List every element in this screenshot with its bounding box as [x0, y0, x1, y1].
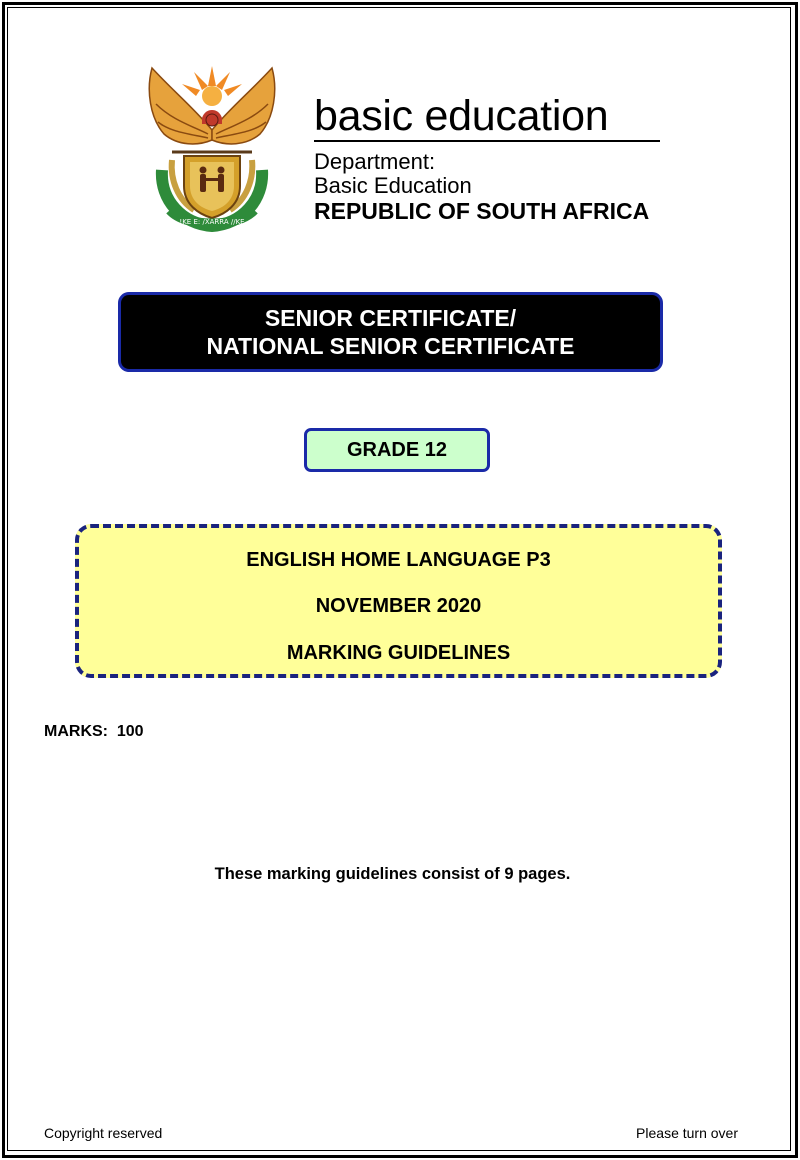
brand-divider	[314, 140, 660, 142]
country-name: REPUBLIC OF SOUTH AFRICA	[314, 198, 650, 224]
document-type: MARKING GUIDELINES	[286, 642, 511, 664]
footer-copyright: Copyright reserved	[44, 1125, 163, 1141]
subject-paper: ENGLISH HOME LANGUAGE P3	[246, 549, 551, 571]
coat-of-arms-logo	[142, 60, 282, 232]
department-label: Department:	[314, 149, 436, 174]
brand-title: basic education	[314, 92, 609, 140]
footer-turn-over: Please turn over	[636, 1125, 738, 1141]
department-name: Basic Education	[314, 173, 472, 198]
certificate-banner	[118, 292, 663, 372]
grade-badge	[304, 428, 490, 472]
grade-label: GRADE 12	[346, 438, 448, 461]
exam-session: NOVEMBER 2020	[315, 595, 482, 617]
page-count-note: These marking guidelines consist of 9 pages.	[214, 865, 571, 883]
crest-motto: !KE E: /XARRA //KE	[179, 218, 245, 226]
certificate-line-1: SENIOR CERTIFICATE/	[264, 305, 517, 331]
total-marks: MARKS: 100	[44, 723, 144, 740]
certificate-line-2: NATIONAL SENIOR CERTIFICATE	[206, 333, 575, 359]
subject-panel	[75, 524, 722, 678]
